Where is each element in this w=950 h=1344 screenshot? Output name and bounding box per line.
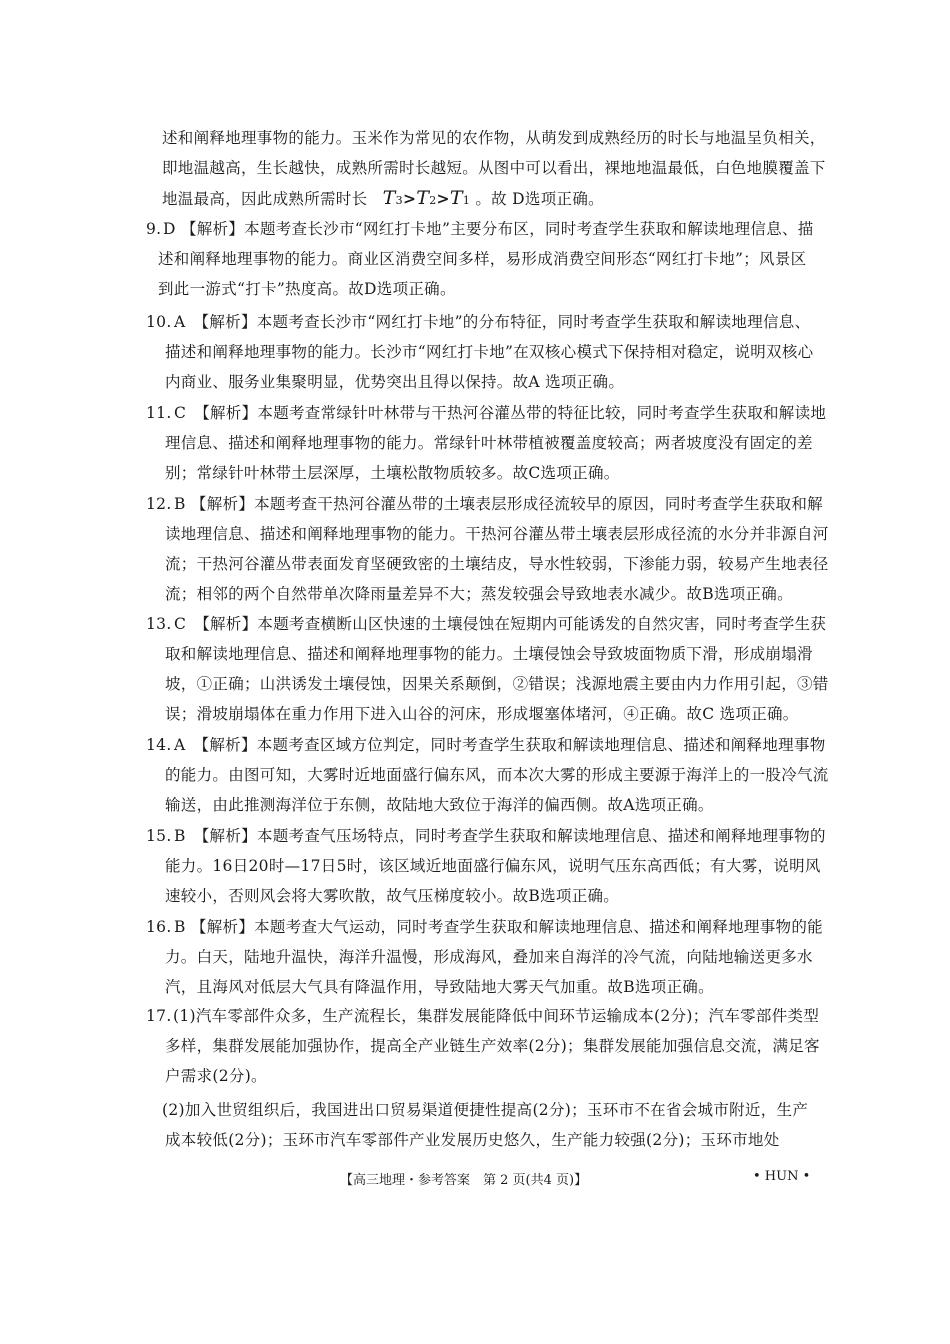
q16-number: 16. (146, 918, 172, 936)
q9-line-2: 述和阐释地理事物的能力。商业区消费空间多样，易形成消费空间形态“网红打卡地”；风景区 (158, 250, 807, 268)
q14-line-2: 的能力。由图可知，大雾时近地面盛行偏东风，而本次大雾的形成主要源于海洋上的一股冷气流 (165, 766, 829, 784)
q15-line-1: B 【解析】本题考查气压场特点，同时考查学生获取和解读地理信息、描述和阐释地理事物的 (174, 827, 826, 845)
q12-number: 12. (146, 495, 172, 513)
q8-line-3-text: 地温最高，因此成熟所需时长 (162, 190, 368, 208)
q12-line-4: 流；相邻的两个自然带单次降雨量差异不大；蒸发较强会导致地表水减少。故B选项正确。 (165, 585, 793, 603)
q12-line-1: B 【解析】本题考查干热河谷灌丛带的土壤表层形成径流较早的原因，同时考查学生获取和解 (174, 495, 823, 513)
page-footer: 【高三地理・参考答案 第 2 页(共4 页)】 (340, 1173, 588, 1188)
q8-line-3 (162, 188, 604, 211)
q11-line-3: 别；常绿针叶林带土层深厚，土壤松散物质较多。故C选项正确。 (165, 464, 620, 482)
q13-number: 13. (146, 615, 172, 633)
footer-region-code: • HUN • (753, 1169, 811, 1184)
q16-line-3: 汽，且海风对低层大气具有降温作用，导致陆地大雾天气加重。故B选项正确。 (165, 978, 714, 996)
q12-line-2: 读地理信息、描述和阐释地理事物的能力。干热河谷灌丛带土壤表层形成径流的水分并非源自河 (165, 525, 829, 543)
q9-line-1: D 【解析】本题考查长沙市“网红打卡地”主要分布区，同时考查学生获取和解读地理信息、描 (163, 220, 814, 238)
q15-line-2: 能力。16日20时—17日5时，该区域近地面盛行偏东风，说明气压东高西低；有大雾，说明风 (165, 857, 821, 875)
q10-line-1: A 【解析】本题考查长沙市“网红打卡地”的分布特征，同时考查学生获取和解读地理信息、 (174, 313, 811, 331)
q17-line-1: (1)汽车零部件众多，生产流程长，集群发展能降低中间环节运输成本(2分)；汽车零部件类型 (173, 1007, 820, 1025)
q9-line-3: 到此一游式“打卡”热度高。故D选项正确。 (158, 280, 456, 298)
q10-number: 10. (146, 313, 172, 331)
q10-line-2: 描述和阐释地理事物的能力。长沙市“网红打卡地”在双核心模式下保持相对稳定，说明双核心 (165, 343, 814, 361)
q16-line-2: 力。白天，陆地升温快，海洋升温慢，形成海风，叠加来自海洋的冷气流，向陆地输送更多水 (165, 948, 813, 966)
q13-line-1: C 【解析】本题考查横断山区快速的土壤侵蚀在短期内可能诱发的自然灾害，同时考查学生获 (174, 615, 827, 633)
q8-line-1: 述和阐释地理事物的能力。玉米作为常见的农作物，从萌发到成熟经历的时长与地温呈负相关， (162, 129, 826, 147)
q15-line-3: 速较小，否则风会将大雾吹散，故气压梯度较小。故B选项正确。 (165, 887, 620, 905)
q9-number: 9. (146, 220, 162, 238)
q11-line-2: 理信息、描述和阐释地理事物的能力。常绿针叶林带植被覆盖度较高；两者坡度没有固定的差 (165, 434, 813, 452)
q14-line-1: A 【解析】本题考查区域方位判定，同时考查学生获取和解读地理信息、描述和阐释地理事物 (174, 736, 826, 754)
q16-line-1: B 【解析】本题考查大气运动，同时考查学生获取和解读地理信息、描述和阐释地理事物的能 (174, 918, 823, 936)
q17-line-2: 多样，集群发展能加强协作，提高全产业链生产效率(2分)；集群发展能加强信息交流，满足客 (165, 1037, 820, 1055)
q8-line-2: 即地温越高，生长越快，成熟所需时长越短。从图中可以看出，裸地地温最低，白色地膜覆盖下 (162, 159, 826, 177)
q13-line-3: 坡，①正确；山洪诱发土壤侵蚀，因果关系颠倒，②错误；浅源地震主要由内力作用引起，③错 (165, 675, 829, 693)
q14-line-3: 输送，由此推测海洋位于东侧，故陆地大致位于海洋的偏西侧。故A选项正确。 (165, 796, 714, 814)
q17-number: 17. (146, 1007, 172, 1025)
q17-line-3: 户需求(2分)。 (165, 1067, 267, 1085)
q11-number: 11. (146, 404, 172, 422)
q8-line-3-end: 。故 D选项正确。 (475, 190, 604, 208)
q15-number: 15. (146, 827, 172, 845)
q13-line-2: 取和解读地理信息、描述和阐释地理事物的能力。土壤侵蚀会导致坡面物质下滑，形成崩塌滑 (165, 645, 813, 663)
q12-line-3: 流；干热河谷灌丛带表面发育坚硬致密的土壤结皮，导水性较弱，下渗能力弱，较易产生地表径 (165, 555, 829, 573)
q13-line-4: 误；滑坡崩塌体在重力作用下进入山谷的河床，形成堰塞体堵河，④正确。故C 选项正确。 (165, 705, 799, 723)
q10-line-3: 内商业、服务业集聚明显，优势突出且得以保持。故A 选项正确。 (165, 373, 625, 391)
q17-line-4: (2)加入世贸组织后，我国进出口贸易渠道便捷性提高(2分)；玉环市不在省会城市附近，生产 (162, 1101, 809, 1119)
q8-formula: T3>T2>T1 (382, 187, 471, 209)
q11-line-1: C 【解析】本题考查常绿针叶林带与干热河谷灌丛带的特征比较，同时考查学生获取和解读地 (174, 404, 827, 422)
q14-number: 14. (146, 736, 172, 754)
q17-line-5: 成本较低(2分)；玉环市汽车零部件产业发展历史悠久，生产能力较强(2分)；玉环市地处 (165, 1131, 780, 1149)
